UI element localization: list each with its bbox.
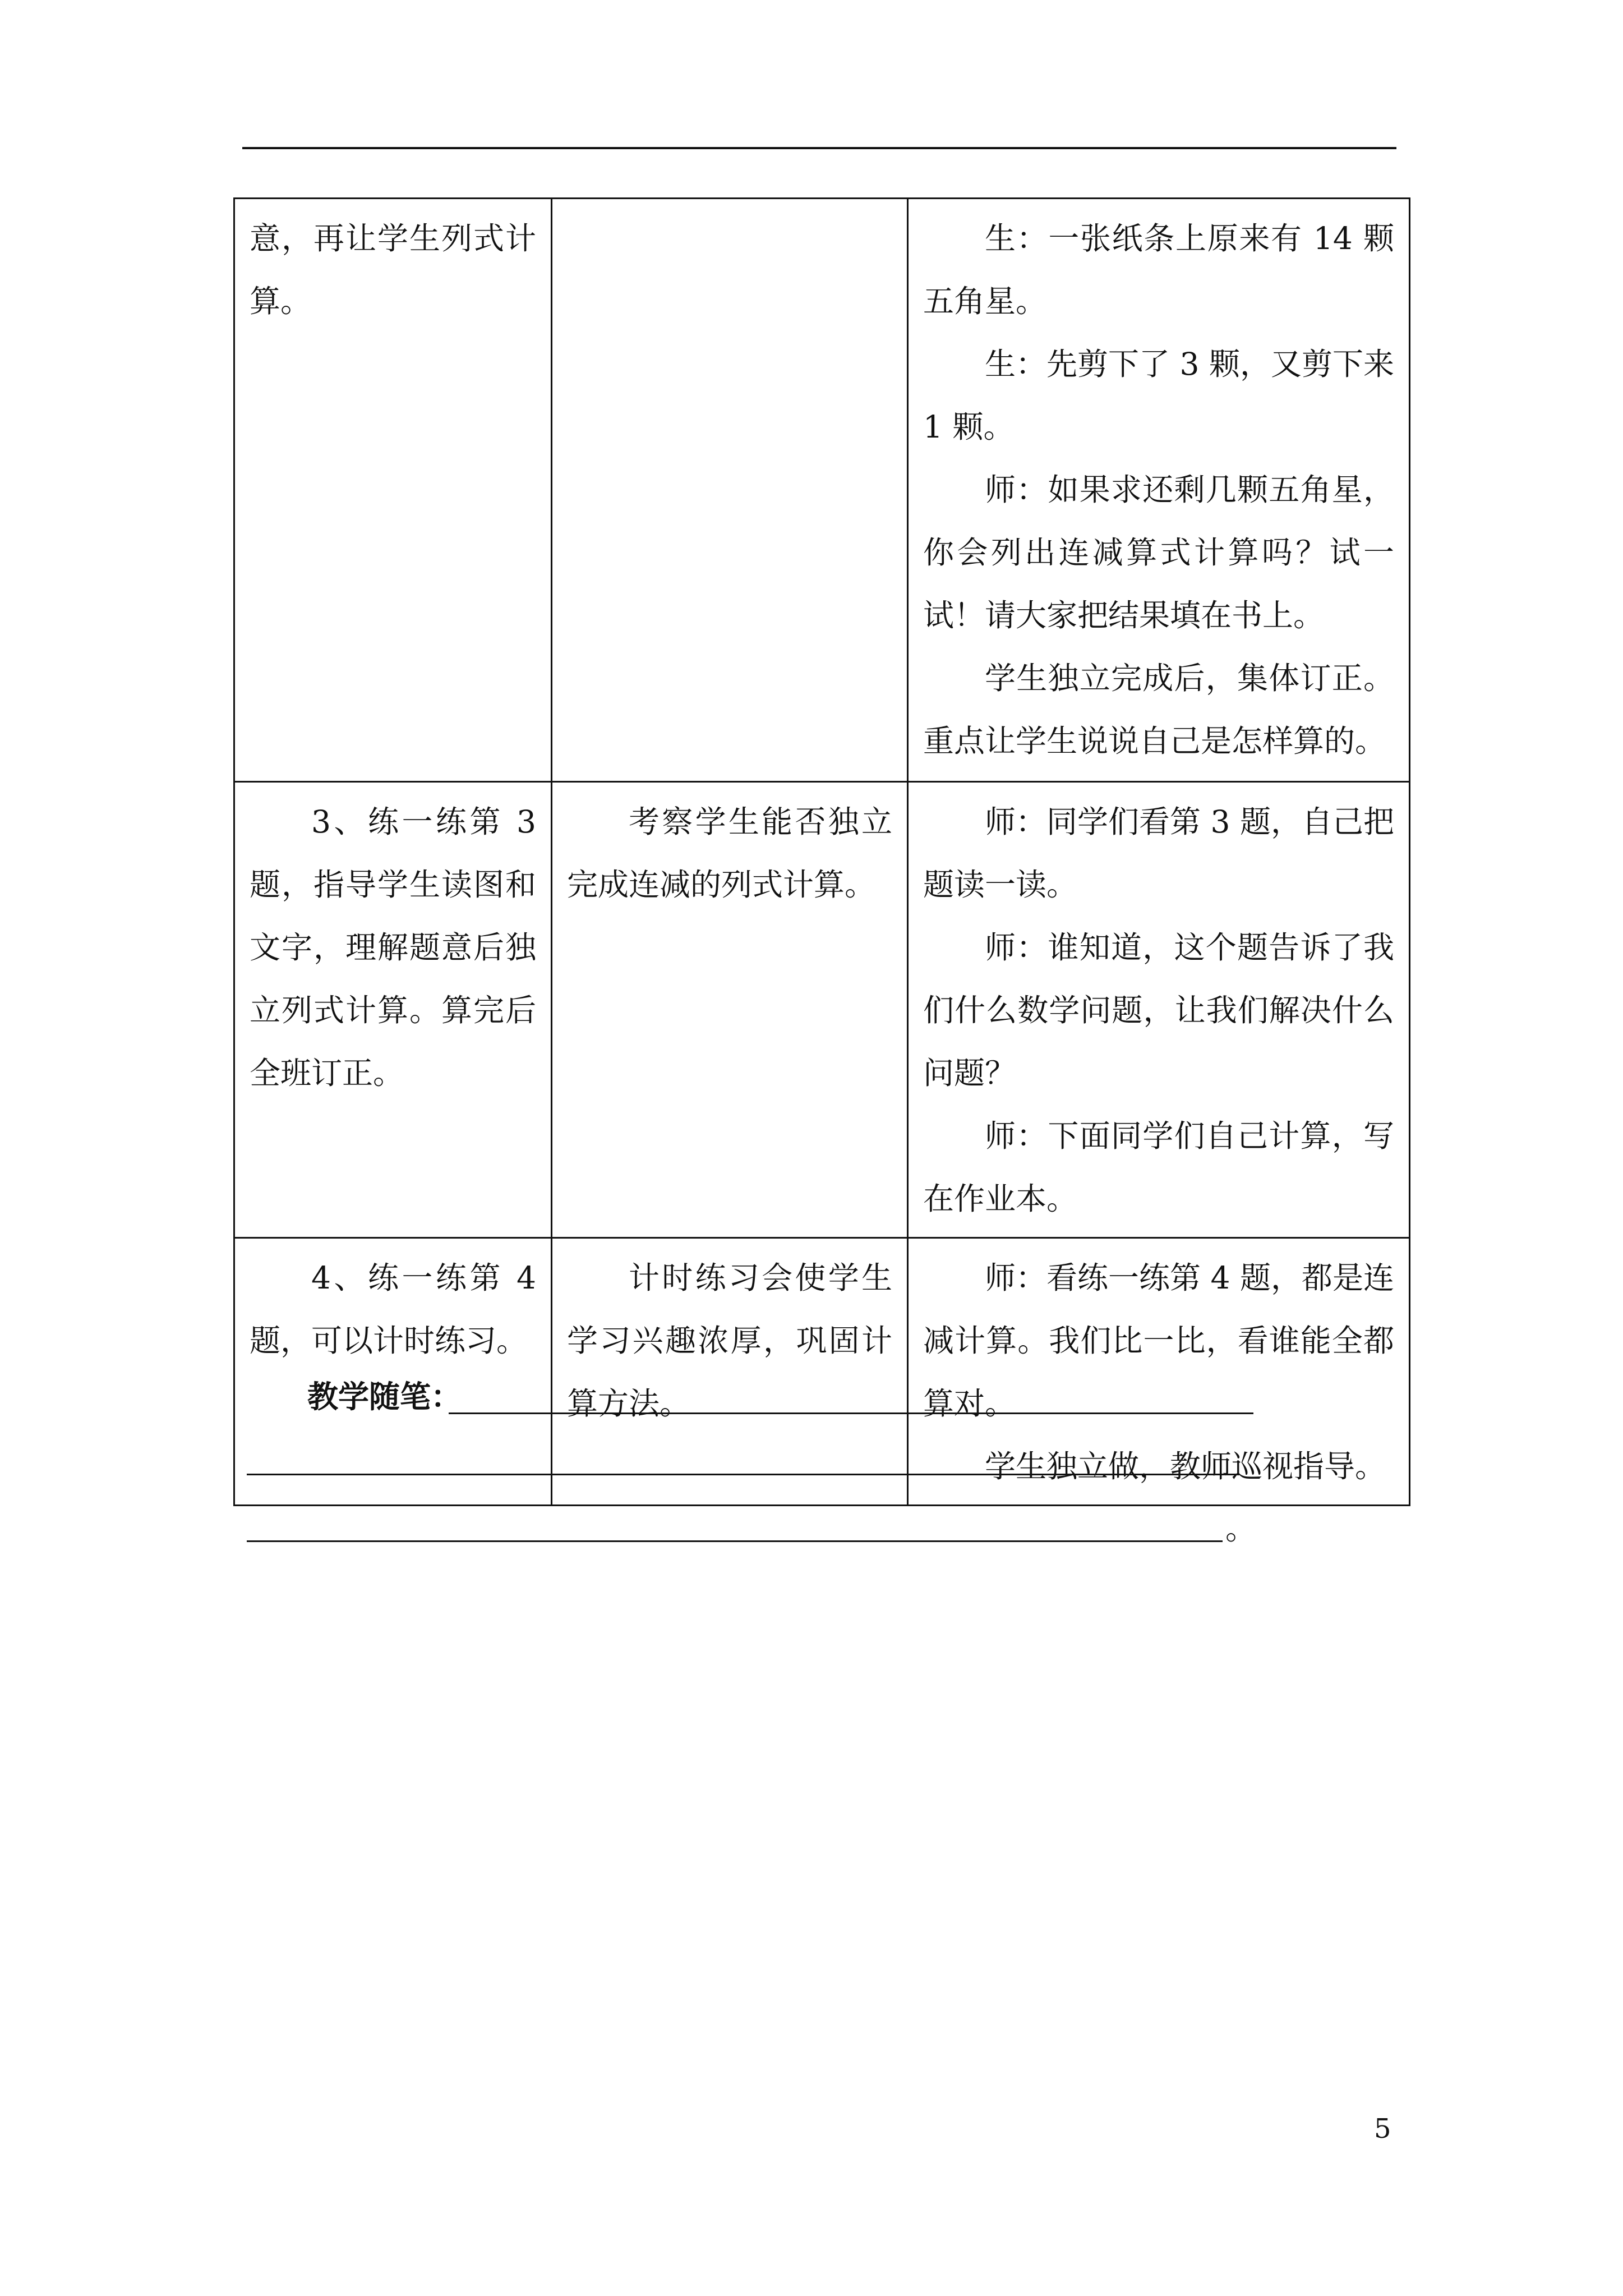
cell-paragraph: 师：谁知道，这个题告诉了我们什么数学问题，让我们解决什么问题？: [923, 930, 1394, 1091]
table-cell-intent: [552, 199, 908, 782]
lesson-plan-table: [233, 197, 1410, 1506]
table-cell-activity: [234, 199, 552, 782]
table-row: [234, 199, 1410, 782]
notes-line-2[interactable]: [247, 1474, 1239, 1475]
cell-paragraph: 师：下面同学们自己计算，写在作业本。: [923, 1118, 1394, 1217]
table-cell-activity: [234, 782, 552, 1238]
notes-end-mark: 。: [1225, 1511, 1257, 1547]
table-row: [234, 1238, 1410, 1506]
notes-line-1[interactable]: [449, 1412, 1253, 1414]
table-cell-process: [908, 782, 1410, 1238]
cell-paragraph: 生：先剪下了 3 颗，又剪下来 1 颗。: [923, 346, 1394, 445]
cell-paragraph: 考察学生能否独立完成连减的列式计算。: [567, 804, 892, 903]
cell-paragraph: 计时练习会使学生学习兴趣浓厚，巩固计算方法。: [567, 1260, 892, 1421]
cell-paragraph: 4、练一练第 4 题，可以计时练习。: [250, 1260, 536, 1359]
table-row: [234, 782, 1410, 1238]
table-cell-activity: [234, 1238, 552, 1506]
table-cell-process: [908, 199, 1410, 782]
cell-paragraph: 师：看练一练第 4 题，都是连减计算。我们比一比，看谁能全都算对。: [923, 1260, 1394, 1421]
header-rule: [242, 147, 1396, 149]
cell-paragraph: 意，再让学生列式计算。: [250, 220, 536, 319]
cell-paragraph: 学生独立做，教师巡视指导。: [985, 1448, 1386, 1484]
cell-paragraph: 师：同学们看第 3 题，自己把题读一读。: [923, 804, 1394, 903]
table-cell-process: [908, 1238, 1410, 1506]
table-cell-intent: [552, 782, 908, 1238]
table-cell-intent: [552, 1238, 908, 1506]
cell-paragraph: 3、练一练第 3 题，指导学生读图和文字，理解题意后独立列式计算。算完后全班订正。: [250, 804, 536, 1091]
cell-paragraph: 师：如果求还剩几颗五角星，你会列出连减算式计算吗？试一试！请大家把结果填在书上。: [923, 472, 1394, 633]
page-number: 5: [1374, 2113, 1391, 2145]
cell-paragraph: 生：一张纸条上原来有 14 颗五角星。: [923, 220, 1394, 319]
notes-line-3[interactable]: [247, 1540, 1223, 1542]
cell-paragraph: 学生独立完成后，集体订正。重点让学生说说自己是怎样算的。: [923, 660, 1394, 759]
notes-label: 教学随笔：: [307, 1379, 462, 1415]
